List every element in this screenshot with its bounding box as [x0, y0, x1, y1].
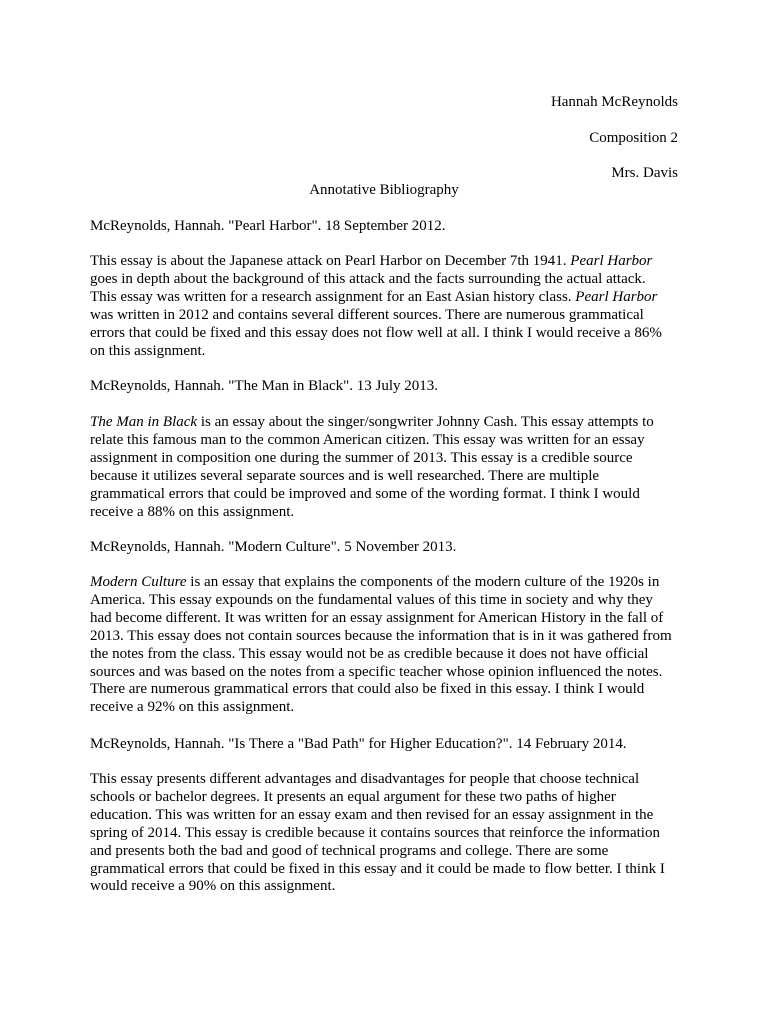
- annotation-text: goes in depth about the background of this attack and the facts surrounding the actual attack.: [90, 270, 646, 287]
- course-name: Composition 2: [589, 130, 678, 146]
- annotation-line: [90, 610, 678, 628]
- annotation-text: spring of 2014. This essay is credible because it contains sources that reinforce the information: [90, 824, 660, 841]
- annotation-line: [90, 253, 678, 271]
- annotation-line: [90, 807, 678, 825]
- annotation-text: on this assignment.: [90, 342, 206, 359]
- citation-4: McReynolds, Hannah. "Is There a "Bad Path" for Higher Education?". 14 February 2014.: [90, 736, 627, 752]
- annotation-line: [90, 289, 678, 307]
- annotation-text: grammatical errors that could be fixed in this essay and it could be made to flow better. I think I: [90, 860, 665, 877]
- annotation-line: [90, 574, 678, 592]
- annotation-line: [90, 486, 678, 504]
- annotation-text: is an essay about the singer/songwriter Johnny Cash. This essay attempts to: [197, 414, 654, 430]
- annotation-line: [90, 843, 678, 861]
- annotation-text: sources and was based on the notes from a specific teacher whose opinion influenced the notes.: [90, 663, 663, 680]
- annotation-line: [90, 271, 678, 289]
- citation-2: McReynolds, Hannah. "The Man in Black". 13 July 2013.: [90, 378, 439, 394]
- annotation-line: [90, 646, 678, 664]
- essay-title-italic: Pearl Harbor: [575, 288, 658, 305]
- annotation-line: [90, 825, 678, 843]
- annotation-line: [90, 325, 678, 343]
- annotation-2: [90, 414, 678, 521]
- author-name: Hannah McReynolds: [550, 94, 678, 110]
- annotation-text: America. This essay expounds on the fundamental values of this time in society and why they: [90, 591, 653, 608]
- annotation-text: is an essay that explains the components of the modern culture of the 1920s in: [186, 574, 660, 590]
- annotation-line: [90, 628, 678, 646]
- essay-title-italic: The Man in Black: [90, 414, 198, 430]
- annotation-text: grammatical errors that could be improved and some of the wording format. I think I would: [90, 485, 640, 502]
- annotation-text: There are numerous grammatical errors that could also be fixed in this essay. I think I would: [90, 681, 645, 698]
- document-title: Annotative Bibliography: [309, 182, 459, 198]
- annotation-text: because it utilizes several separate sources and is well researched. There are multiple: [90, 467, 600, 484]
- annotation-text: education. This was written for an essay exam and then revised for an essay assignment in the: [90, 806, 654, 823]
- annotation-line: [90, 307, 678, 325]
- annotation-text: had become different. It was written for an essay assignment for American History in the fall of: [90, 609, 664, 626]
- annotation-text: This essay was written for a research assignment for an East Asian history class.: [90, 288, 576, 305]
- annotation-line: [90, 771, 678, 789]
- annotation-line: [90, 592, 678, 610]
- annotation-3: [90, 574, 678, 717]
- annotation-text: errors that could be fixed and this essay does not flow well at all. I think I would receive a 86%: [90, 324, 662, 341]
- annotation-line: [90, 789, 678, 807]
- annotation-line: [90, 664, 678, 682]
- annotation-text: would receive a 90% on this assignment.: [90, 878, 336, 895]
- annotation-line: [90, 878, 678, 896]
- annotation-text: assignment in composition one during the summer of 2013. This essay is a credible source: [90, 449, 633, 466]
- annotation-line: [90, 681, 678, 699]
- essay-title-italic: Pearl Harbor: [570, 253, 653, 269]
- annotation-text: receive a 88% on this assignment.: [90, 503, 295, 520]
- annotation-text: 2013. This essay does not contain sources because the information that is in it was gathered from: [90, 627, 672, 644]
- annotation-text: the notes from the class. This essay would not be as credible because it does not have official: [90, 645, 649, 662]
- annotation-line: [90, 468, 678, 486]
- annotation-line: [90, 432, 678, 450]
- annotation-text: schools or bachelor degrees. It presents an equal argument for these two paths of higher: [90, 788, 616, 805]
- annotation-line: [90, 414, 678, 432]
- annotation-1: [90, 253, 678, 360]
- annotation-text: and presents both the bad and good of technical programs and college. There are some: [90, 842, 609, 859]
- annotation-line: [90, 699, 678, 717]
- annotation-text: receive a 92% on this assignment.: [90, 699, 295, 716]
- annotation-text: This essay presents different advantages and disadvantages for people that choose technical: [90, 771, 640, 787]
- citation-3: McReynolds, Hannah. "Modern Culture". 5 November 2013.: [90, 539, 457, 555]
- annotation-4: [90, 771, 678, 896]
- essay-title-italic: Modern Culture: [90, 574, 187, 590]
- annotation-text: relate this famous man to the common American citizen. This essay was written for an essay: [90, 431, 645, 448]
- citation-1: McReynolds, Hannah. "Pearl Harbor". 18 September 2012.: [90, 218, 446, 234]
- teacher-name: Mrs. Davis: [611, 165, 678, 181]
- annotation-line: [90, 343, 678, 361]
- annotation-line: [90, 861, 678, 879]
- annotation-line: [90, 504, 678, 522]
- annotation-line: [90, 450, 678, 468]
- annotation-text: This essay is about the Japanese attack on Pearl Harbor on December 7th 1941.: [90, 253, 571, 269]
- annotation-text: was written in 2012 and contains several different sources. There are numerous grammatical: [90, 306, 644, 323]
